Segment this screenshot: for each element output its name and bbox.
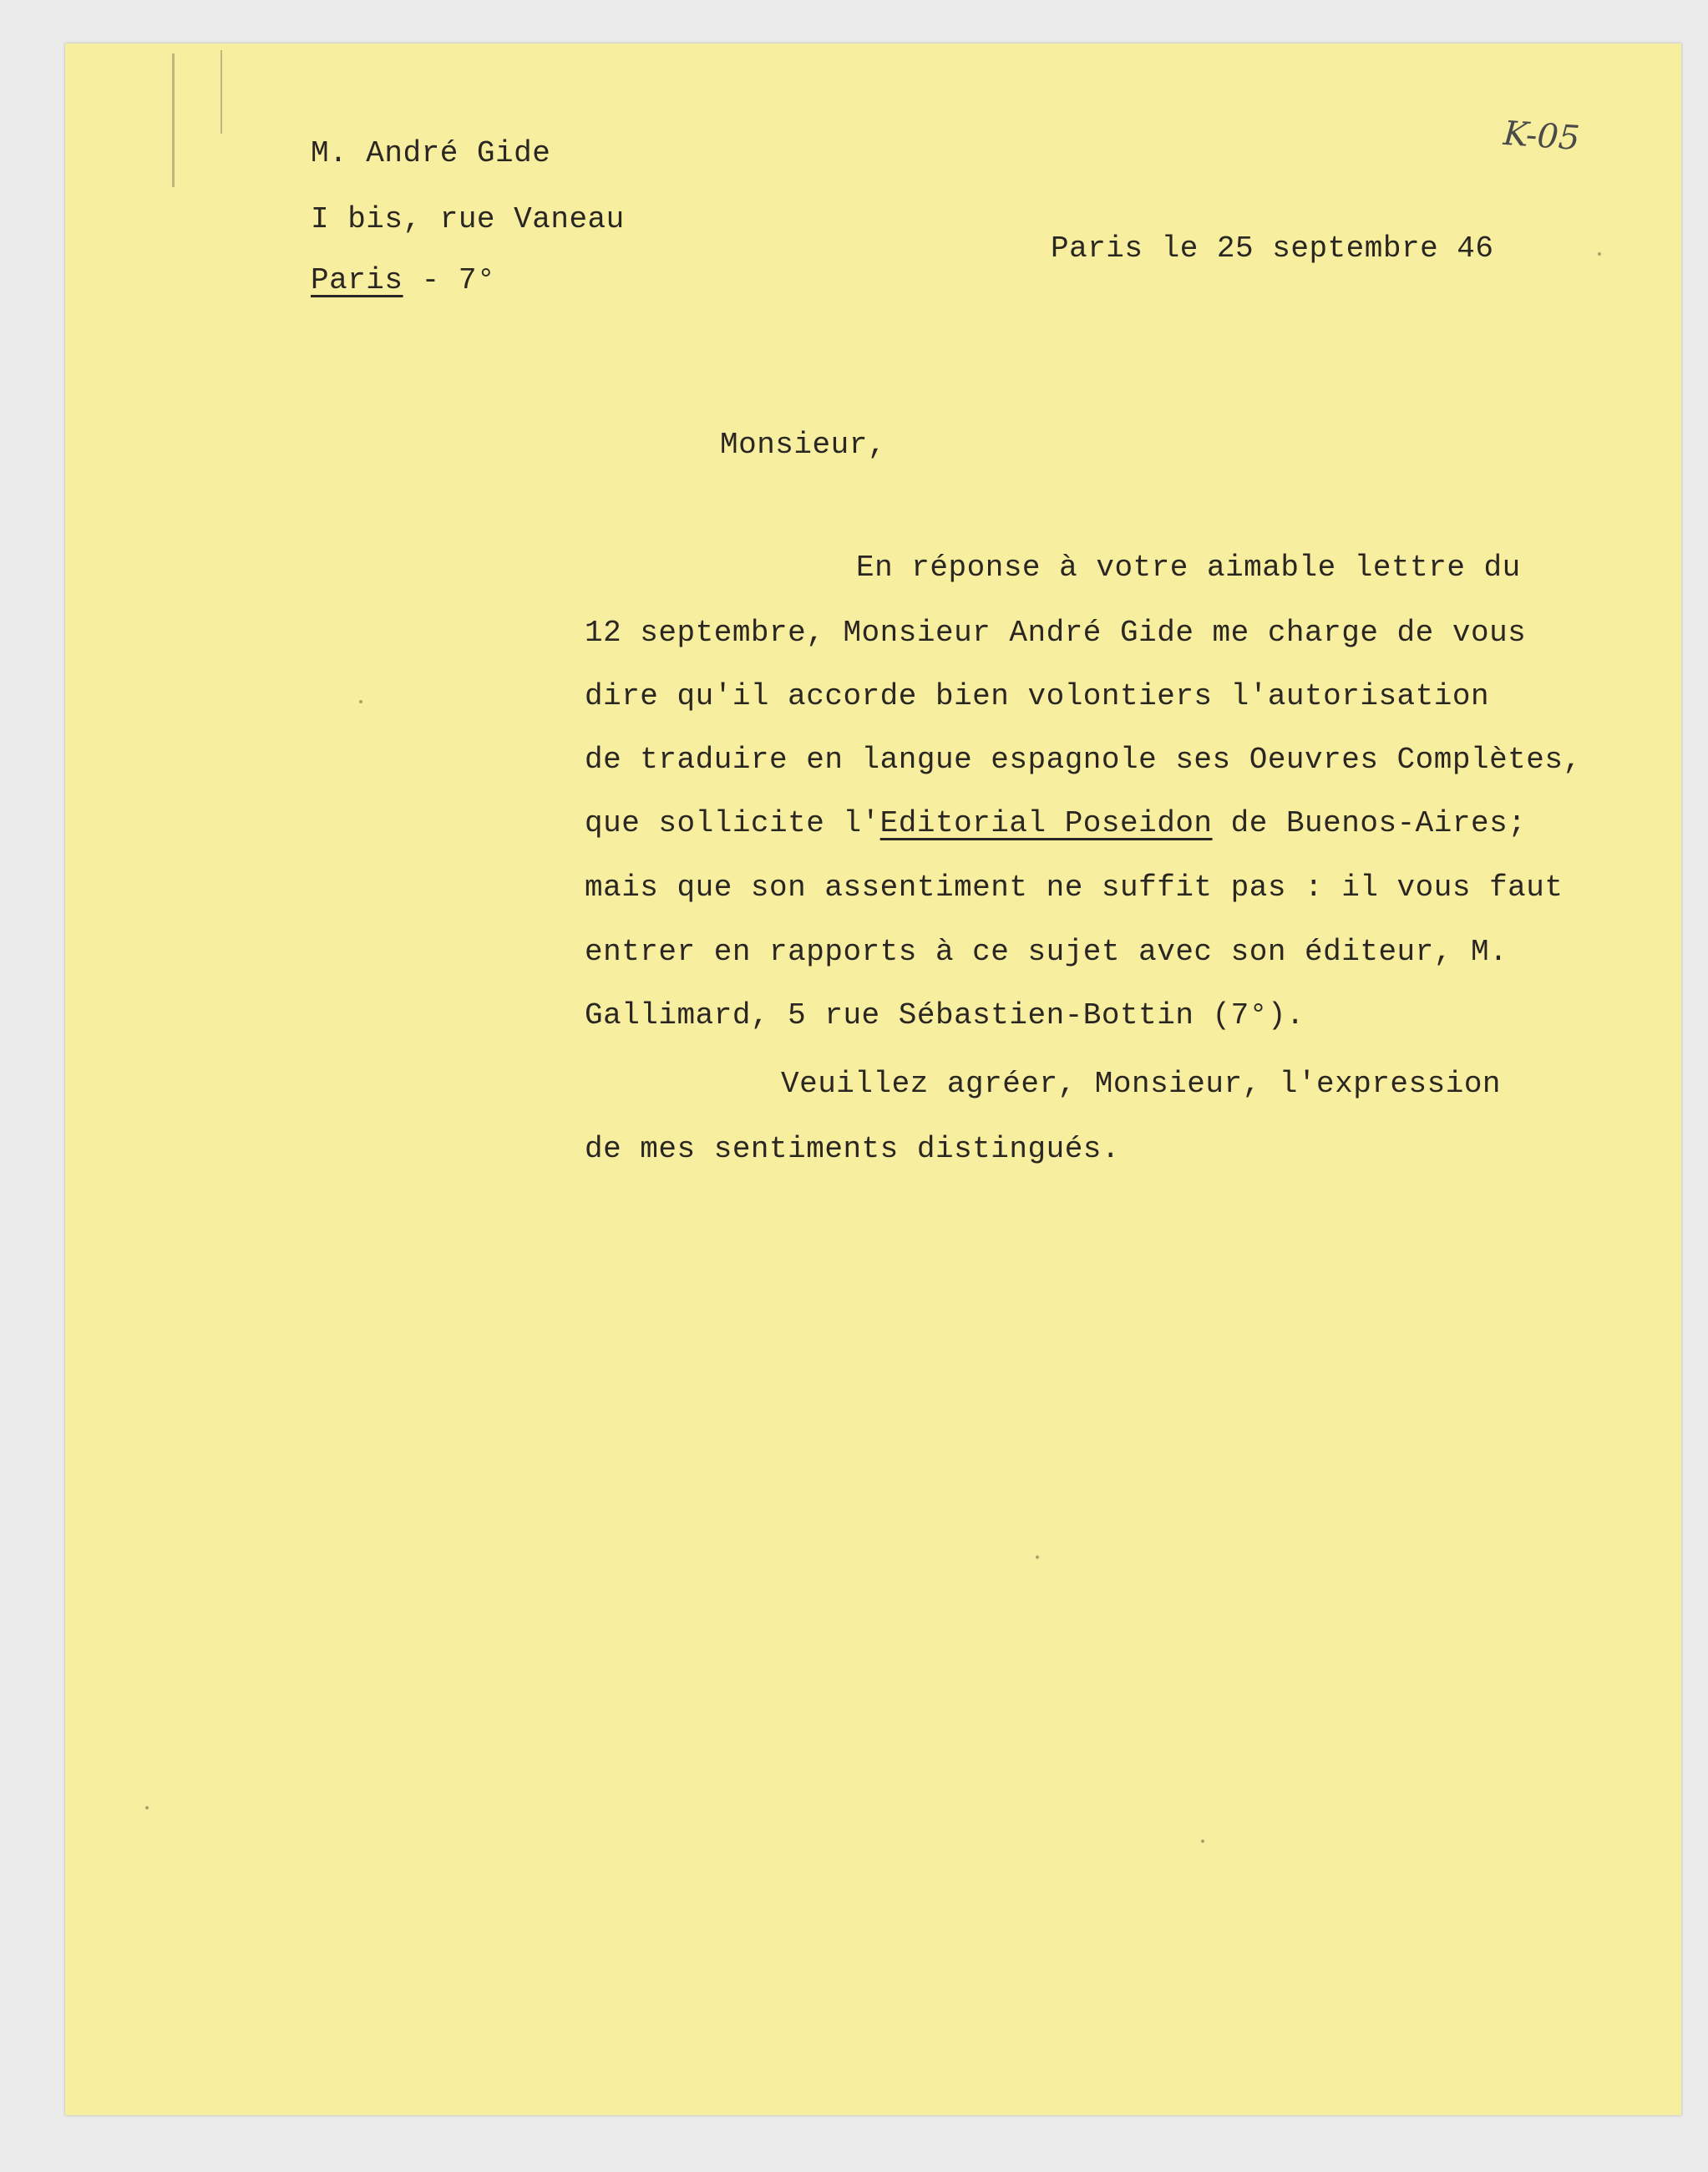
- publisher-name-underlined: Editorial Poseidon: [879, 806, 1213, 840]
- paper-speck: [1598, 252, 1601, 256]
- paper-speck: [145, 1806, 149, 1809]
- body-line: Gallimard, 5 rue Sébastien-Bottin (7°).: [585, 998, 1305, 1033]
- address-line-name: M. André Gide: [311, 136, 551, 170]
- closing-line: Veuillez agréer, Monsieur, l'expression: [781, 1067, 1502, 1101]
- body-line: dire qu'il accorde bien volontiers l'autorisation: [585, 679, 1490, 713]
- address-city-underlined: Paris: [311, 263, 403, 297]
- body-line: de traduire en langue espagnole ses Oeuvres Complètes,: [585, 743, 1582, 777]
- body-text: de Buenos-Aires;: [1212, 806, 1527, 840]
- address-arrondissement: - 7°: [403, 263, 496, 297]
- body-line: [585, 806, 1527, 840]
- margin-crease: [220, 50, 222, 134]
- paper-speck: [1201, 1840, 1204, 1843]
- body-line: entrer en rapports à ce sujet avec son éditeur, M.: [585, 935, 1508, 969]
- paper-speck: [1036, 1555, 1039, 1559]
- archive-reference-mark: K-05: [1502, 114, 1581, 159]
- body-line: 12 septembre, Monsieur André Gide me charge de vous: [585, 616, 1527, 650]
- paper-speck: [359, 700, 362, 703]
- address-line-city: [311, 263, 496, 297]
- body-line: En réponse à votre aimable lettre du: [856, 551, 1521, 585]
- body-text: que sollicite l': [585, 806, 880, 840]
- salutation: Monsieur,: [720, 428, 886, 462]
- dateline: Paris le 25 septembre 46: [1051, 231, 1494, 266]
- margin-crease: [172, 53, 175, 187]
- closing-line: de mes sentiments distingués.: [585, 1132, 1121, 1166]
- body-line: mais que son assentiment ne suffit pas : il vous faut: [585, 870, 1564, 905]
- address-line-street: I bis, rue Vaneau: [311, 202, 625, 236]
